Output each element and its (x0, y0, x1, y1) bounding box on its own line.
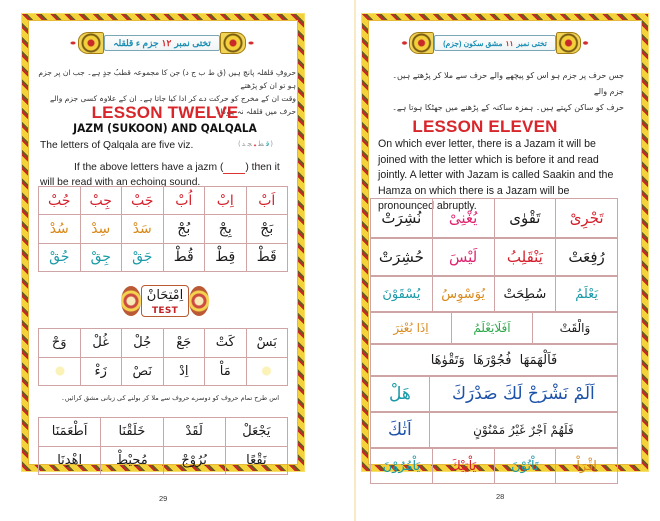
urdu-intro-line: جس حرف پر جزم ہو اس کو پیچھے والے حرف سے ملا کر پڑھتے ہیں۔ جزم والے (392, 71, 624, 96)
test-arabic: اِمْتِحَانْ (146, 288, 184, 303)
word-cell: اِقْرَاْ (556, 449, 618, 484)
lesson-header-ribbon (400, 30, 590, 56)
table-row (371, 277, 618, 312)
letter-cell: مَاْ (205, 357, 247, 386)
table-row (371, 313, 618, 344)
qalqala-letters: (قطبجد) (238, 140, 273, 148)
letter-cell: جِبْ (80, 187, 122, 215)
ornament-icon (220, 32, 246, 54)
test-badge (120, 283, 210, 319)
ornament-icon (246, 40, 256, 46)
letter-cell: مُحِيْطْ (101, 446, 163, 475)
letter-cell: اِهْدِنَا (39, 446, 101, 475)
qalqala-letter: ق (265, 140, 270, 148)
letter-cell: نَقْعًا (225, 446, 287, 475)
letter-cell: سَدْ (122, 215, 164, 243)
urdu-intro (376, 68, 624, 116)
letter-cell: جُقْ (39, 243, 81, 271)
ribbon-title (104, 35, 220, 51)
letter-cell: بَجْ (246, 215, 288, 243)
empty-cell (246, 357, 288, 386)
ornament-icon (78, 32, 104, 54)
table-row (39, 329, 288, 358)
ribbon-title-text: تختی نمبر (516, 38, 547, 48)
word-cell: تَقْوٰى (494, 199, 556, 238)
empty-cell (39, 357, 81, 386)
word-cell: اَلَمْ نَشْرَحْ لَكَ صَدْرَكَ (429, 377, 617, 412)
word-cell: رُفِعَتْ (556, 239, 618, 276)
qalqala-letter: ج (247, 140, 252, 148)
table-row (371, 377, 618, 412)
table-row (39, 446, 288, 475)
urdu-intro-line: حرف کو ساکن کہتے ہیں۔ ہمزہ ساکنہ کے پڑھنے میں جھٹکا ہوتا ہے۔ (392, 103, 624, 112)
letter-cell: قِطْ (205, 243, 247, 271)
grid-row-table (370, 276, 618, 312)
ornament-icon (68, 40, 78, 46)
ribbon-number: ۱۱ (505, 38, 514, 48)
letter-cell: جِقْ (80, 243, 122, 271)
ornament-icon (409, 32, 434, 54)
letter-cell: جُلْ (122, 329, 164, 358)
letter-cell: جَعْ (163, 329, 205, 358)
letter-cell: جَقْ (122, 243, 164, 271)
urdu-intro-line: وقت ان کے مخرج کو حرکت دے کر ادا کیا جاتا ہے۔ ان کے علاوہ کسی جزم والے حرف میں قلقلہ نہ ہوگا۔ (49, 94, 296, 116)
letter-cell: بُرُوْجْ (163, 446, 225, 475)
qalqala-letter: ط (258, 140, 264, 148)
grid-row-table (370, 376, 618, 412)
word-cell: اَفَلَايَعْلَمُ (452, 313, 533, 344)
jazm-symbol (223, 164, 245, 174)
letter-cell: نَصْ (122, 357, 164, 386)
qalqala-letter: د (241, 140, 246, 148)
grid-row-table (370, 412, 618, 448)
grid-row-table (370, 344, 618, 376)
page-number: 29 (155, 494, 171, 503)
letter-cell: بَسْ (246, 329, 288, 358)
word-cell: يَنْقَلِبُ (494, 239, 556, 276)
urdu-instruction: اس طرح تمام حروف کو دوسرے حروف سے ملا کر بولنے کی زبانی مشق کرائیں۔ (60, 394, 280, 402)
word-grid (38, 417, 288, 475)
word-cell: هَلْ (371, 377, 430, 412)
page-spine (354, 0, 356, 521)
letter-cell: اَبْ (246, 187, 288, 215)
test-english: TEST (151, 306, 179, 316)
letter-cell: كَتْ (205, 329, 247, 358)
word-cell: اِذَا بُعْثِرَ (371, 313, 452, 344)
lesson-subtitle: JAZM (SUKOON) AND QALQALA (73, 121, 257, 135)
grid-row-table (370, 312, 618, 344)
qalqala-line: The letters of Qalqala are five viz. (40, 140, 194, 151)
ribbon-title-text-2: جزم ء قلقلہ (113, 37, 159, 48)
word-cell: تَجْرِىْ (556, 199, 618, 238)
lesson-header-ribbon (62, 30, 262, 56)
word-cell: يُوَسْوِسُ (432, 277, 494, 312)
ornament-icon (121, 286, 141, 316)
letter-cell: جُبْ (39, 187, 81, 215)
letter-cell: وَحْ (39, 329, 81, 358)
word-cell: تَاْتُوْنَ (494, 449, 556, 484)
table-row (39, 357, 288, 386)
table-row (39, 418, 288, 447)
word-cell: نُشِرَتْ (371, 199, 433, 238)
table-row (39, 215, 288, 243)
letter-cell: جَبْ (122, 187, 164, 215)
qalqala-letter: ب (253, 140, 257, 148)
letter-cell: اَطْعَمَنَا (39, 418, 101, 447)
letter-cell: اُبْ (163, 187, 205, 215)
ornament-icon (400, 40, 409, 46)
letter-cell: قَطْ (246, 243, 288, 271)
letter-cell: لَقَدْ (163, 418, 225, 447)
grid-row-table (370, 448, 618, 484)
test-grid (38, 328, 288, 386)
word-cell: يُسْقَوْنَ (371, 277, 433, 312)
table-row (371, 199, 618, 238)
letter-cell: خَلَقْنَا (101, 418, 163, 447)
lesson-title: LESSON TWELVE (91, 103, 239, 122)
letter-cell: قُطْ (163, 243, 205, 271)
word-cell: فَلَهُمْ اَجْرٌ غَيْرُ مَمْنُوْنٍ (429, 413, 617, 448)
letter-cell: بُجْ (163, 215, 205, 243)
lesson-title: LESSON ELEVEN (412, 117, 558, 136)
letter-cell: سُدْ (39, 215, 81, 243)
table-row (371, 449, 618, 484)
ribbon-title-text-2: مشق سکون (جزم) (443, 38, 503, 48)
letter-cell: غُلْ (80, 329, 122, 358)
table-row (371, 345, 618, 376)
table-row (371, 239, 618, 276)
ribbon-title-text: تختی نمبر (174, 37, 211, 48)
ornament-icon (189, 286, 209, 316)
letter-cell: زَءْ (80, 357, 122, 386)
word-cell: يَعْلَمُ (556, 277, 618, 312)
word-cell: يَاْمُرُوْنَ (371, 449, 433, 484)
page-number: 28 (492, 492, 508, 501)
table-row (39, 243, 288, 271)
table-row (39, 187, 288, 215)
table-row (371, 413, 618, 448)
word-cell: حُشِرَتْ (371, 239, 433, 276)
letter-cell: يَجْعَلْ (225, 418, 287, 447)
ornament-icon (556, 32, 581, 54)
jazm-text-before: If the above letters have a jazm ( (74, 162, 224, 173)
word-cell: يُغْنِىْ (432, 199, 494, 238)
urdu-intro-line: حروفِ قلقلہ پانچ ہیں (ق ط ب ج د) جن کا مجموعہ قطبُ جدٍ ہے۔ جب ان پر جزم ہو تو ان کو پڑھتے (38, 68, 296, 90)
ribbon-number: ۱۲ (161, 37, 172, 48)
word-cell: اَتٰكَ (371, 413, 430, 448)
word-cell: يَاْتِيْكَ (432, 449, 494, 484)
grid-row-table (370, 238, 618, 276)
ornament-icon (581, 40, 590, 46)
word-cell: فَاَلْهَمَهَا فُجُوْرَهَا وَتَقْوٰهَا (371, 345, 618, 376)
jazm-text-after: ) then it will be read with an echoing sound. (40, 162, 280, 188)
letter-cell: اِدْ (163, 357, 205, 386)
lesson-body: On which ever letter, there is a Jazam it will be joined with the letter which is before it and read jointly. A letter with Jazam is called Saakin and the Hamza on which there is a Jazam will be pronounced abruptly. (378, 138, 614, 212)
page-28 (330, 0, 660, 521)
letter-cell: بِجْ (205, 215, 247, 243)
word-cell: وَالْقَتْ (532, 313, 617, 344)
test-box (141, 285, 189, 317)
word-cell: سُطِحَتْ (494, 277, 556, 312)
ribbon-title (434, 35, 556, 51)
letter-cell: اِبْ (205, 187, 247, 215)
letter-cell: سِدْ (80, 215, 122, 243)
qalqala-practice-grid (38, 186, 288, 272)
word-cell: لَيْسَ (432, 239, 494, 276)
grid-row-table (370, 198, 618, 238)
